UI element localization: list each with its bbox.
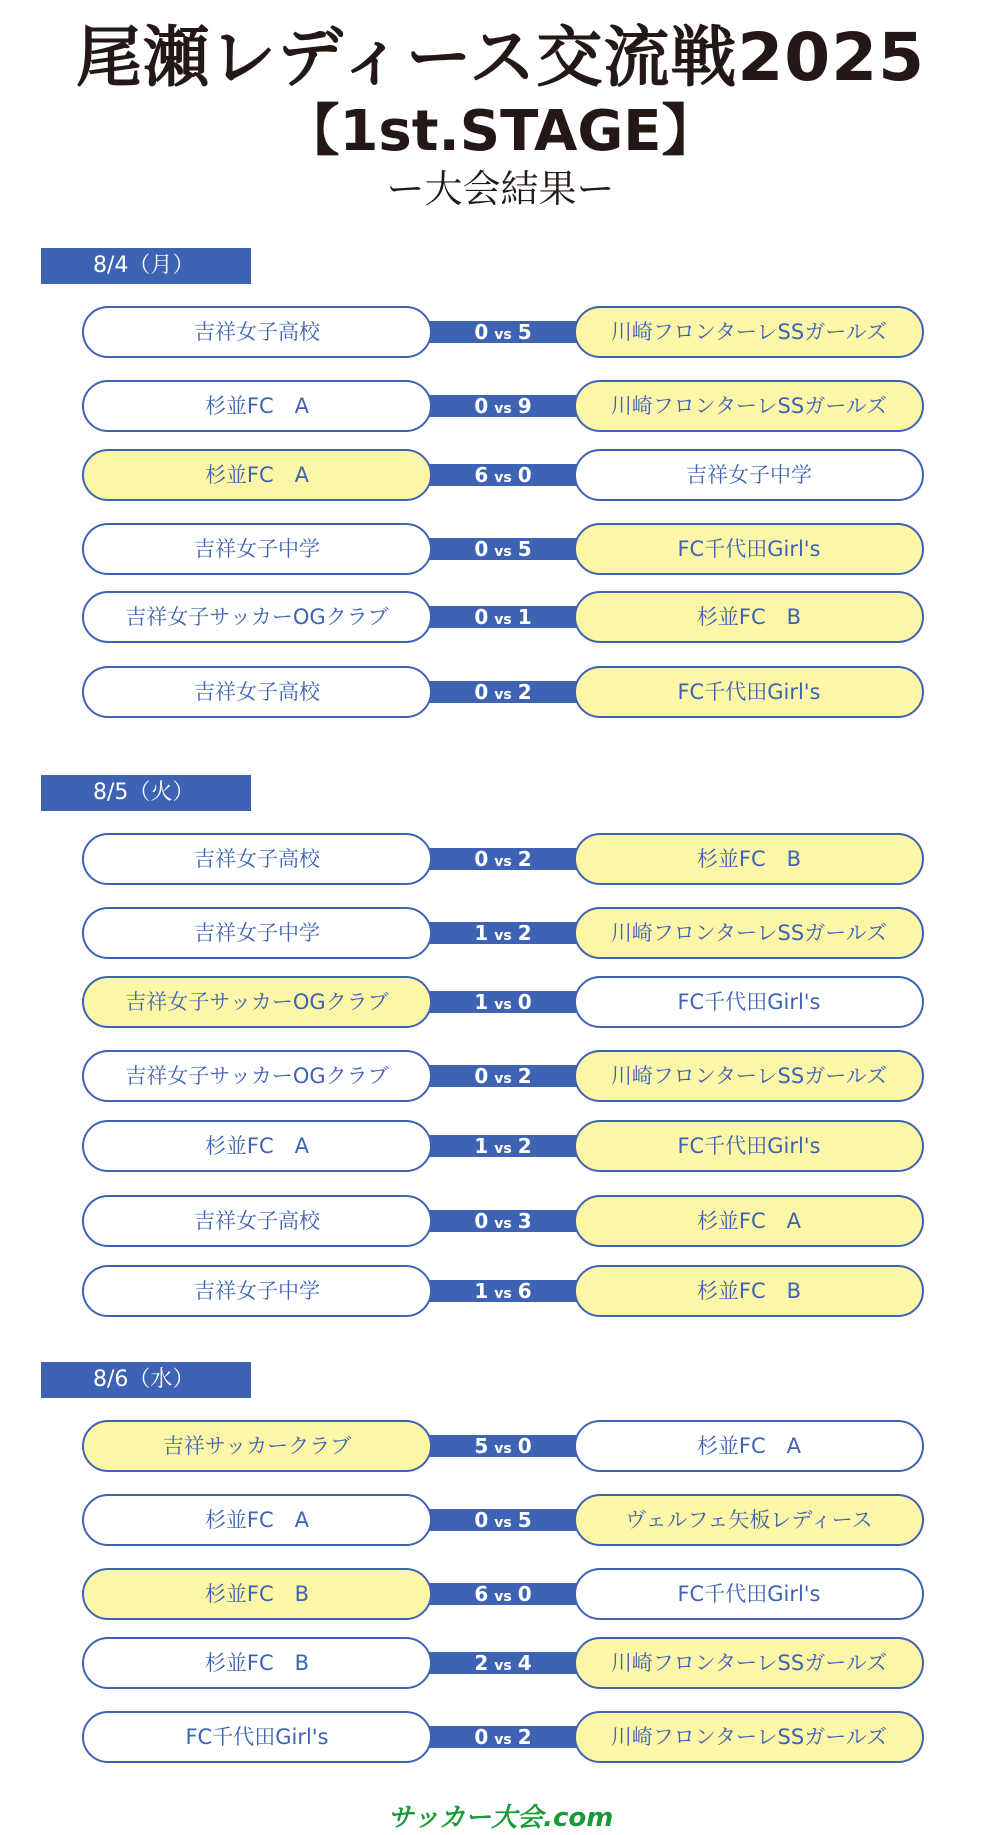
home-team: 杉並FC A: [82, 449, 432, 501]
match-row: [82, 591, 924, 643]
vs-label: vs: [494, 1441, 512, 1457]
away-score: 3: [517, 1209, 532, 1233]
home-score: 0: [474, 1508, 489, 1532]
vs-label: vs: [494, 1658, 512, 1674]
home-score: 0: [474, 320, 489, 344]
home-score: 1: [474, 1134, 489, 1158]
away-team: ヴェルフェ矢板レディース: [574, 1494, 924, 1546]
match-row: [82, 1420, 924, 1472]
match-row: [82, 1120, 924, 1172]
away-team: 川崎フロンターレSSガールズ: [574, 1711, 924, 1763]
match-row: [82, 1265, 924, 1317]
home-score: 0: [474, 1725, 489, 1749]
away-score: 4: [517, 1651, 532, 1675]
page-title: 尾瀬レディース交流戦2025: [75, 19, 926, 96]
vs-label: vs: [494, 1071, 512, 1087]
away-score: 0: [517, 1582, 532, 1606]
away-score: 2: [517, 921, 532, 945]
away-score: 2: [517, 847, 532, 871]
home-team: FC千代田Girl's: [82, 1711, 432, 1763]
vs-label: vs: [494, 401, 512, 417]
away-team: FC千代田Girl's: [574, 1120, 924, 1172]
vs-label: vs: [494, 928, 512, 944]
away-score: 2: [517, 1134, 532, 1158]
home-score: 0: [474, 605, 489, 629]
home-team: 吉祥女子中学: [82, 523, 432, 575]
away-score: 1: [517, 605, 532, 629]
home-team: 吉祥女子高校: [82, 833, 432, 885]
away-score: 2: [517, 680, 532, 704]
day-header: 8/5（火）: [41, 775, 251, 811]
away-team: 杉並FC A: [574, 1420, 924, 1472]
home-team: 吉祥女子中学: [82, 1265, 432, 1317]
away-team: 杉並FC B: [574, 591, 924, 643]
away-score: 2: [517, 1064, 532, 1088]
match-row: [82, 1195, 924, 1247]
away-team: 川崎フロンターレSSガールズ: [574, 306, 924, 358]
home-score: 0: [474, 847, 489, 871]
home-team: 吉祥女子高校: [82, 666, 432, 718]
home-score: 0: [474, 1064, 489, 1088]
away-team: 川崎フロンターレSSガールズ: [574, 1637, 924, 1689]
match-row: [82, 1050, 924, 1102]
day-header: 8/4（月）: [41, 248, 251, 284]
away-score: 9: [517, 394, 532, 418]
home-score: 1: [474, 1279, 489, 1303]
home-team: 吉祥女子サッカーOGクラブ: [82, 1050, 432, 1102]
vs-label: vs: [494, 1141, 512, 1157]
home-team: 杉並FC A: [82, 1120, 432, 1172]
home-team: 吉祥女子中学: [82, 907, 432, 959]
match-row: [82, 1637, 924, 1689]
vs-label: vs: [494, 470, 512, 486]
home-score: 6: [474, 1582, 489, 1606]
home-team: 吉祥サッカークラブ: [82, 1420, 432, 1472]
vs-label: vs: [494, 1732, 512, 1748]
home-team: 杉並FC A: [82, 380, 432, 432]
home-team: 吉祥女子サッカーOGクラブ: [82, 591, 432, 643]
match-row: [82, 907, 924, 959]
away-score: 5: [517, 320, 532, 344]
results-subtitle: ー大会結果ー: [386, 167, 615, 211]
away-team: FC千代田Girl's: [574, 1568, 924, 1620]
home-team: 吉祥女子高校: [82, 1195, 432, 1247]
away-team: 杉並FC A: [574, 1195, 924, 1247]
home-team: 杉並FC B: [82, 1568, 432, 1620]
home-score: 2: [474, 1651, 489, 1675]
home-score: 1: [474, 990, 489, 1014]
vs-label: vs: [494, 544, 512, 560]
match-row: [82, 1494, 924, 1546]
match-row: [82, 833, 924, 885]
vs-label: vs: [494, 1286, 512, 1302]
away-team: 川崎フロンターレSSガールズ: [574, 1050, 924, 1102]
away-team: 杉並FC B: [574, 1265, 924, 1317]
away-score: 6: [517, 1279, 532, 1303]
away-team: 杉並FC B: [574, 833, 924, 885]
vs-label: vs: [494, 687, 512, 703]
site-logo[interactable]: サッカー大会.com: [387, 1803, 614, 1833]
away-score: 5: [517, 537, 532, 561]
home-score: 5: [474, 1434, 489, 1458]
vs-label: vs: [494, 612, 512, 628]
match-row: [82, 306, 924, 358]
home-team: 杉並FC A: [82, 1494, 432, 1546]
home-team: 杉並FC B: [82, 1637, 432, 1689]
home-team: 吉祥女子高校: [82, 306, 432, 358]
home-score: 0: [474, 394, 489, 418]
match-row: [82, 523, 924, 575]
vs-label: vs: [494, 854, 512, 870]
away-team: FC千代田Girl's: [574, 523, 924, 575]
vs-label: vs: [494, 997, 512, 1013]
match-row: [82, 666, 924, 718]
match-row: [82, 976, 924, 1028]
away-score: 5: [517, 1508, 532, 1532]
home-score: 0: [474, 680, 489, 704]
match-row: [82, 1711, 924, 1763]
vs-label: vs: [494, 1515, 512, 1531]
stage-title: 【1st.STAGE】: [283, 99, 718, 164]
home-score: 0: [474, 537, 489, 561]
match-row: [82, 1568, 924, 1620]
home-score: 6: [474, 463, 489, 487]
match-row: [82, 380, 924, 432]
home-team: 吉祥女子サッカーOGクラブ: [82, 976, 432, 1028]
away-score: 0: [517, 463, 532, 487]
day-header: 8/6（水）: [41, 1362, 251, 1398]
away-team: 川崎フロンターレSSガールズ: [574, 907, 924, 959]
match-row: [82, 449, 924, 501]
vs-label: vs: [494, 327, 512, 343]
vs-label: vs: [494, 1589, 512, 1605]
away-team: 川崎フロンターレSSガールズ: [574, 380, 924, 432]
home-score: 0: [474, 1209, 489, 1233]
vs-label: vs: [494, 1216, 512, 1232]
away-team: 吉祥女子中学: [574, 449, 924, 501]
away-team: FC千代田Girl's: [574, 976, 924, 1028]
away-score: 0: [517, 1434, 532, 1458]
home-score: 1: [474, 921, 489, 945]
away-score: 2: [517, 1725, 532, 1749]
away-team: FC千代田Girl's: [574, 666, 924, 718]
away-score: 0: [517, 990, 532, 1014]
